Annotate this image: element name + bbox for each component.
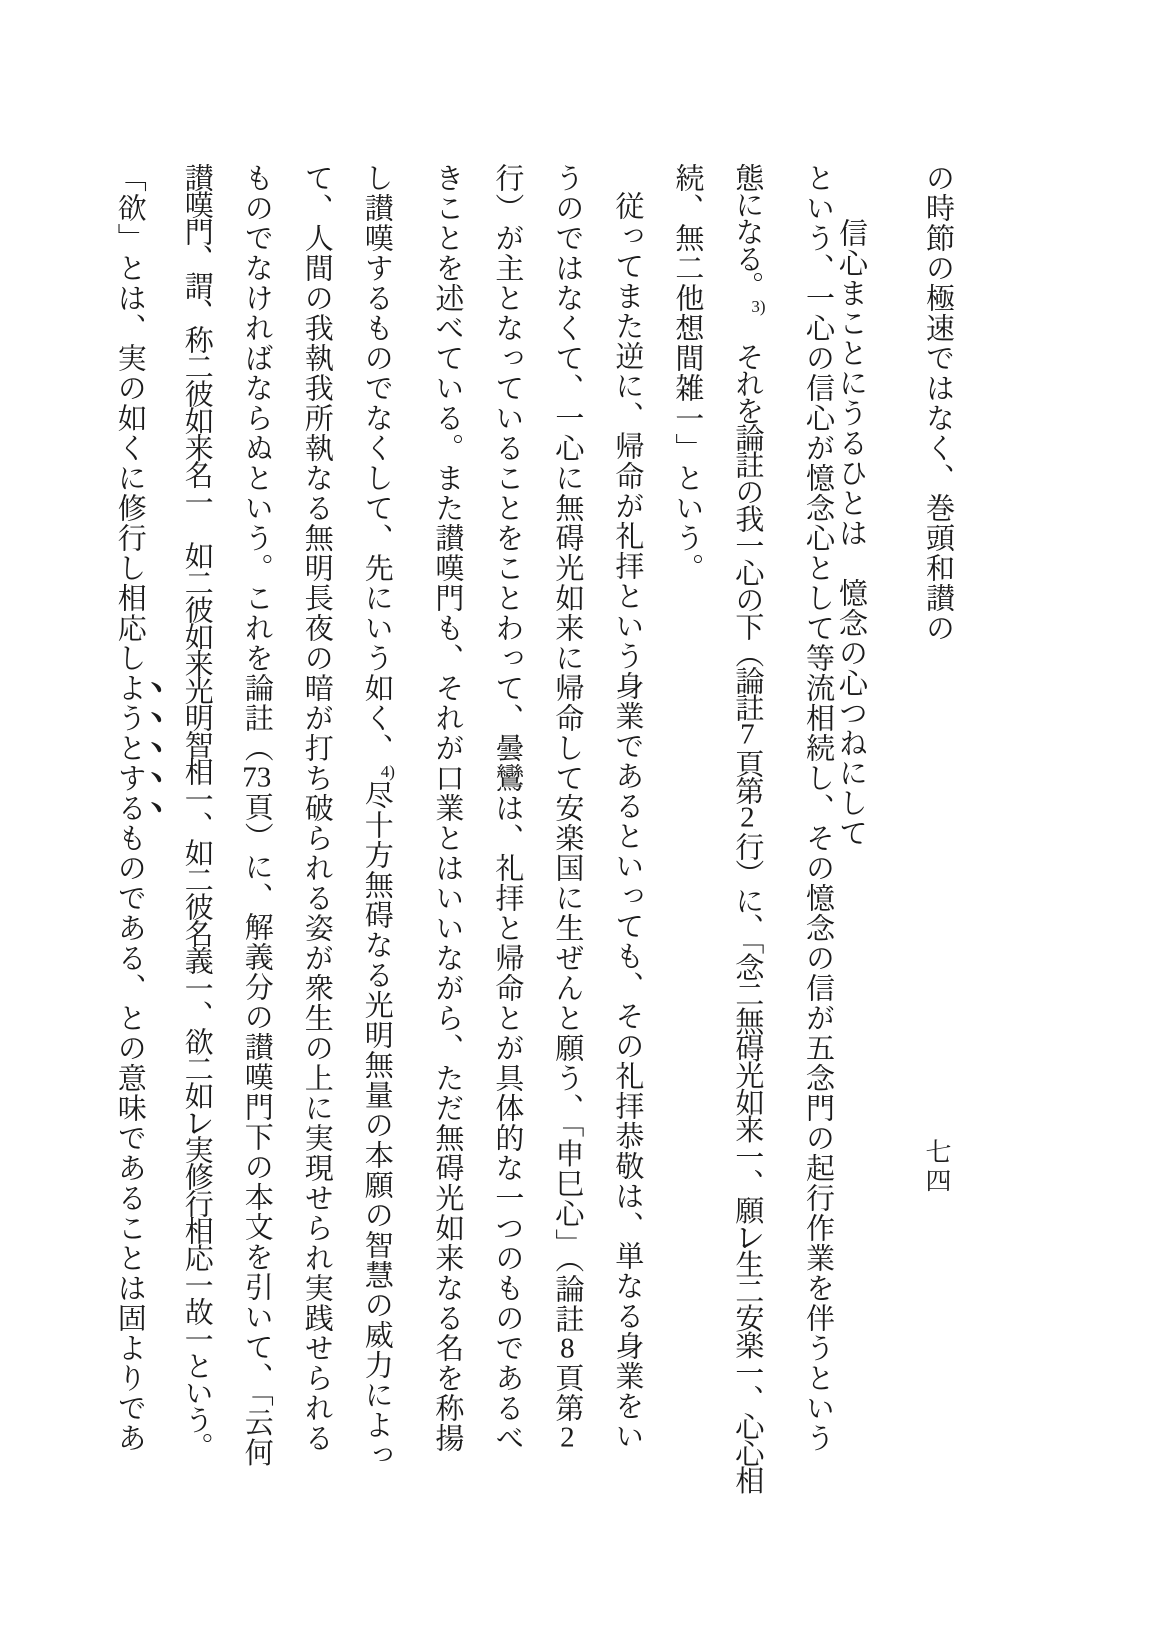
line-ref-digit: 2 (740, 803, 755, 832)
text-column: の時節の極速ではなく、巻頭和讃の (922, 163, 954, 643)
text-column: きことを述べている。また讃嘆門も、それが口業とはいいながら、ただ無碍光如来なる名を称揚 (431, 163, 464, 1453)
line-ref-digit: 2 (560, 1423, 575, 1452)
text-segment: 頁）に、解義分の讃嘆門下の本文を引いて、「云何 (240, 792, 273, 1468)
text-segment: ものである、との意味であることは固よりであ (113, 823, 146, 1453)
text-column: 従ってまた逆に、帰命が礼拝という身業であるといっても、その礼拝恭敬は、単なる身業をい (611, 191, 644, 1451)
text-column (537, 163, 597, 1623)
text-segment: し讃嘆するものでなくして、先にいう如く、 (360, 163, 393, 763)
text-segment: 「欲」とは、実の如くに修行し相応し (113, 163, 146, 673)
emphasized-text: ようとする (113, 673, 146, 823)
text-segment: うのではなくて、一心に無碍光如来に帰命して安楽国に生ぜんと願う、「申巳心」（論註 (551, 163, 584, 1334)
page-ref-digits: 73 (242, 763, 272, 792)
text-column: という、一心の信心が憶念心として等流相続し、その憶念の信が五念門の起行作業を伴うという (802, 163, 834, 1453)
kanbun-quote-column: 讃嘆門、謂、称㆓彼如来名㆒ 如㆓彼如来光明智相㆒、如㆓彼名義㆒、欲㆓如㆑実修行相応㆒故㆒という。 (180, 163, 213, 1459)
text-segment: ものでなければならぬという。これを論註（ (240, 163, 273, 763)
text-segment: 頁第 (731, 749, 764, 803)
text-segment: 行）に、「念㆓無碍光如来㆒、願㆑生㆓安楽㆒、心心相 (731, 832, 764, 1493)
text-column: 続、無㆓他想間雑㆒」という。 (671, 163, 704, 583)
text-segment: 態になる。 (731, 163, 764, 298)
text-column: 行）が主となっていることをことわって、曇鸞は、礼拝と帰命とが具体的な一つのものであるべ (491, 163, 524, 1453)
text-segment: 尽十方無碍なる光明無量の本願の智慧の威力によっ (360, 780, 393, 1470)
text-segment: それを論註の我一心の下（論註 (731, 315, 764, 720)
text-column (227, 163, 287, 1623)
text-column (717, 163, 788, 1623)
footnote-ref-3: 3) (751, 298, 766, 315)
text-column: て、人間の我執我所執なる無明長夜の暗が打ち破られる姿が衆生の上に実現せられ実践せられる (300, 163, 333, 1453)
text-segment: 頁第 (551, 1363, 584, 1423)
page-ref-digit: 7 (740, 720, 755, 749)
vertical-text-block (113, 163, 968, 1623)
hymn-quote-column: 信心まことにうるひとは 憶念の心つねにして (835, 218, 867, 848)
page-number: 七四 (922, 1138, 951, 1196)
footnote-ref-4: 4) (380, 763, 395, 780)
text-column (347, 163, 418, 1623)
text-column (100, 163, 167, 1623)
page-ref-digit: 8 (560, 1334, 575, 1363)
